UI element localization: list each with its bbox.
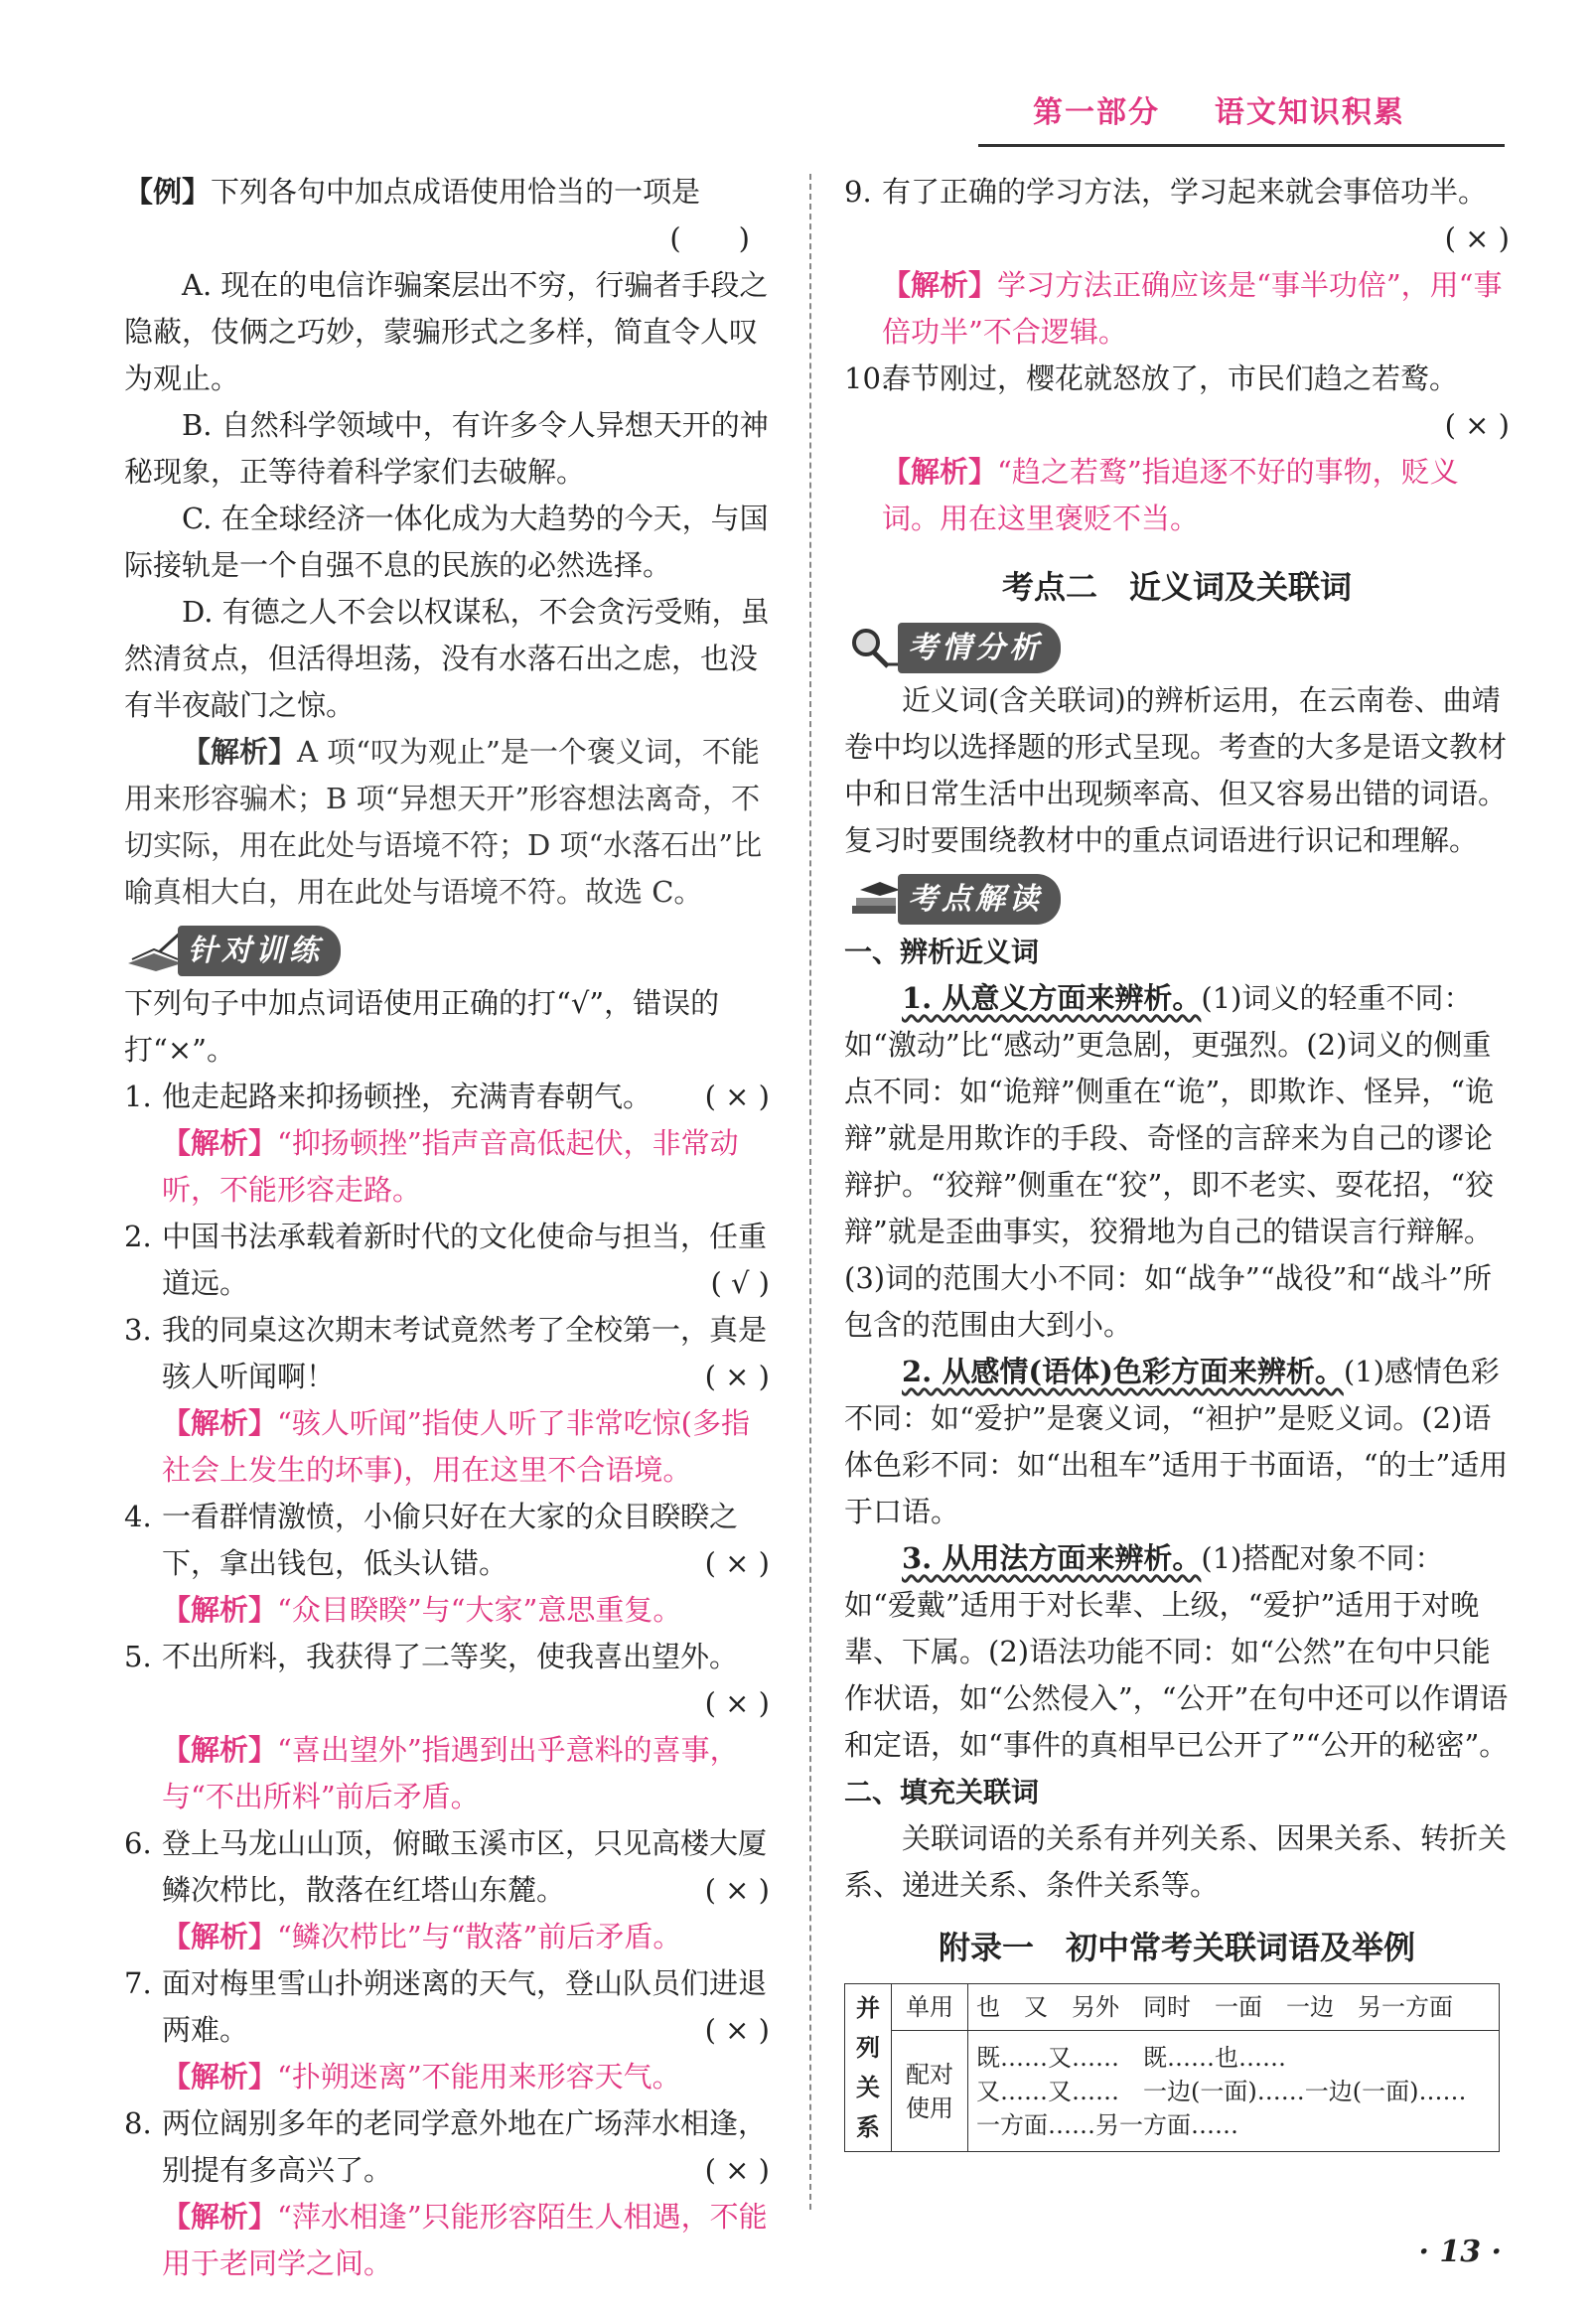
item-sentence: 一看群情激愤，小偷只好在大家的众目睽睽之下，拿出钱包，低头认错。 [162,1500,739,1580]
item-sentence: 春节刚过，樱花就怒放了，市民们趋之若鹜。 [882,361,1459,395]
header-title: 语文知识积累 [1214,95,1405,130]
item-text [882,356,1510,449]
table-pair-label: 配对使用 [892,2031,968,2152]
item-number: 7. [124,1966,152,2000]
item-sentence: 不出所料，我获得了二等奖，使我喜出望外。 [162,1640,739,1673]
interpretation-badge: 考点解读 [844,874,1510,925]
analysis-tag: 【解析】 [882,455,998,489]
table-single: 也 又 另外 同时 一面 一边 另一方面 [968,1984,1500,2031]
item-text [162,1634,770,1727]
analysis-text: 学习方法正确应该是“事半功倍”，用“事倍功半”不合逻辑。 [882,268,1503,349]
option-c: C. 在全球经济一体化成为大趋势的今天，与国际接轨是一个自强不息的民族的必然选择。 [124,502,769,582]
item-answer: ( × ) [1444,221,1510,255]
item-number: 8. [124,2106,152,2140]
list-item [844,169,1510,356]
point-2: 2. 从感情(语体)色彩方面来辨析。(1)感情色彩不同：如“爱护”是褒义词，“袒护”是贬义词。(2)语体色彩不同：如“出租车”适用于书面语，“的士”适用于口语。 [844,1355,1509,1528]
list-item [124,1820,770,1960]
item-text [162,1074,770,1120]
item-text [162,2100,770,2194]
item-answer: ( × ) [704,1360,770,1393]
analysis-tag: 【解析】 [162,2200,278,2234]
point-3: 3. 从用法方面来辨析。(1)搭配对象不同：如“爱戴”适用于对长辈、上级，“爱护”适用于对晚辈、下属。(2)语法功能不同：如“公然”在句中只能作状语，如“公然侵入”，“公开”在句中还可以作谓语和定语，如“事件的真相早已公开了”“公开的秘密”。 [844,1541,1509,1762]
item-row [124,1214,770,1307]
section-intro: 近义词(含关联词)的辨析运用，在云南卷、曲靖卷中均以选择题的形式呈现。考查的大多是语文教材中和日常生活中出现频率高、但又容易出错的词语。复习时要围绕教材中的重点词语进行识记和理解。 [844,683,1508,857]
item-sentence: 我的同桌这次期末考试竟然考了全校第一，真是骇人听闻啊！ [162,1313,768,1393]
item-analysis [844,449,1510,542]
item-analysis [124,1727,770,1820]
analysis-text: “扑朔迷离”不能用来形容天气。 [277,2060,681,2094]
analysis-text: “骇人听闻”指使人听了非常吃惊(多指社会上发生的坏事)，用在这里不合语境。 [162,1406,750,1487]
item-row [124,1074,770,1120]
right-column [844,169,1510,2152]
section-title: 考点二 近义词及关联词 [1001,568,1352,606]
item-analysis [124,1400,770,1494]
item-row [124,1960,770,2054]
item-text [882,169,1510,262]
analysis-tag: 【解析】 [162,1593,278,1627]
list-item [124,1307,770,1494]
item-text [162,1960,770,2054]
training-instruction: 下列句子中加点词语使用正确的打“√”，错误的打“×”。 [124,986,720,1067]
analysis-text: “萍水相逢”只能形容陌生人相遇，不能用于老同学之间。 [162,2200,768,2280]
item-text [162,1494,770,1587]
left-column [124,169,770,2287]
item-answer: ( × ) [704,2153,770,2187]
item-number: 3. [124,1313,152,1347]
analysis-tag: 【解析】 [162,1126,278,1160]
item-sentence: 有了正确的学习方法，学习起来就会事倍功半。 [882,175,1488,209]
training-items [124,1074,770,2287]
list-item [124,1494,770,1634]
column-divider [809,174,811,2210]
page-number: · 13 · [1418,2235,1502,2269]
analysis-tag: 【解析】 [162,1920,278,1953]
item-text [162,1214,770,1307]
item-text [162,1820,770,1914]
item-row [124,1634,770,1727]
table-category: 并列关系 [845,1984,892,2152]
analysis-badge: 考情分析 [844,623,1510,673]
item-number: 1. [124,1080,152,1113]
table-pair-line: 既……又…… 既……也…… [976,2043,1286,2072]
item-number: 2. [124,1220,152,1253]
training-badge: 针对训练 [124,926,770,976]
analysis-tag: 【解析】 [882,268,998,302]
item-answer: ( × ) [704,1546,770,1580]
item-row [124,2100,770,2194]
item-answer: ( × ) [704,1873,770,1907]
list-item [844,356,1510,542]
item-answer: ( × ) [704,1080,770,1113]
item-answer: ( × ) [1444,408,1510,442]
training-items-cont [844,169,1510,542]
item-number: 9. [844,175,872,209]
item-sentence: 他走起路来抑扬顿挫，充满青春朝气。 [162,1080,653,1113]
item-sentence: 两位阔别多年的老同学意外地在广场萍水相逢，别提有多高兴了。 [162,2106,768,2187]
analysis-text: “众目睽睽”与“大家”意思重复。 [277,1593,682,1627]
option-b: B. 自然科学领域中，有许多令人异想天开的神秘现象，正等待着科学家们去破解。 [124,408,769,489]
item-row [844,169,1510,262]
analysis-text: “抑扬顿挫”指声音高低起伏，非常动听，不能形容走路。 [162,1126,739,1207]
option-a: A. 现在的电信诈骗案层出不穷，行骗者手段之隐蔽，伎俩之巧妙，蒙骗形式之多样，简直令人叹为观止。 [124,268,769,395]
conjunction-table [844,1983,1500,2152]
analysis-tag: 【解析】 [162,1733,278,1767]
analysis-text: “喜出望外”指遇到出乎意料的喜事，与“不出所料”前后矛盾。 [162,1733,739,1813]
analysis-text: “趋之若鹜”指追逐不好的事物，贬义词。用在这里褒贬不当。 [882,455,1459,535]
item-analysis [124,2194,770,2287]
appendix-title: 附录一 初中常考关联词语及举例 [938,1929,1415,1966]
point-1: 1. 从意义方面来辨析。(1)词义的轻重不同：如“激动”比“感动”更急剧，更强烈。(2)词义的侧重点不同：如“诡辩”侧重在“诡”，即欺诈、怪异，“诡辩”就是用欺诈的手段、奇怪的言辞来为自己的谬论辩护。“狡辩”侧重在“狡”，即不老实、耍花招，“狡辩”就是歪曲事实，狡猾地为自己的错误言行辩解。(3)词的范围大小不同：如“战争”“战役”和“战斗”所包含的范围由大到小。 [844,981,1495,1342]
analysis-text: “鳞次栉比”与“散落”前后矛盾。 [277,1920,682,1953]
item-analysis [124,2054,770,2100]
analysis-tag: 【解析】 [162,2060,278,2094]
example-question: 【例】下列各句中加点成语使用恰当的一项是 [124,175,701,209]
item-number: 10. [844,361,891,395]
item-sentence: 登上马龙山山顶，俯瞰玉溪市区，只见高楼大厦鳞次栉比，散落在红塔山东麓。 [162,1826,768,1907]
item-analysis [124,1120,770,1214]
item-row [124,1820,770,1914]
example-blank: ( ) [669,221,750,255]
list-item [124,1074,770,1214]
item-number: 6. [124,1826,152,1860]
item-row [124,1307,770,1400]
example-analysis: 【解析】A 项“叹为观止”是一个褒义词，不能用来形容骗术；B 项“异想天开”形容想法离奇，不切实际，用在此处与语境不符；D 项“水落石出”比喻真相大白，用在此处与语境不符。故选 C。 [124,735,763,909]
option-d: D. 有德之人不会以权谋私，不会贪污受贿，虽然清贫点，但活得坦荡，没有水落石出之虑，也没有半夜敲门之惊。 [124,595,770,722]
item-text [162,1307,770,1400]
item-analysis [124,1914,770,1960]
table-pair-line: 又……又…… 一边(一面)……一边(一面)…… 一方面……另一方面…… [976,2077,1491,2139]
list-item [124,1214,770,1307]
item-answer: ( × ) [704,2013,770,2047]
item-sentence: 中国书法承载着新时代的文化使命与担当，任重道远。 [162,1220,768,1300]
item-number: 4. [124,1500,152,1533]
list-item [124,1960,770,2100]
list-item [124,2100,770,2287]
item-answer: ( √ ) [710,1266,770,1300]
item-answer: ( × ) [704,1686,770,1720]
list-item [124,1634,770,1820]
table-single-label: 单用 [892,1984,968,2031]
item-sentence: 面对梅里雪山扑朔迷离的天气，登山队员们进退两难。 [162,1966,768,2047]
conjunction-text: 关联词语的关系有并列关系、因果关系、转折关系、递进关系、条件关系等。 [844,1821,1508,1902]
item-row [124,1494,770,1587]
heading-synonyms: 一、辨析近义词 [844,936,1040,968]
page-header [1033,87,1405,131]
analysis-tag: 【解析】 [162,1406,278,1440]
item-analysis [124,1587,770,1634]
item-number: 5. [124,1640,152,1673]
item-analysis [844,262,1510,356]
heading-conjunctions: 二、填充关联词 [844,1776,1040,1808]
header-part: 第一部分 [1033,95,1160,130]
table-pair [968,2031,1500,2152]
header-rule [978,144,1505,147]
item-row [844,356,1510,449]
